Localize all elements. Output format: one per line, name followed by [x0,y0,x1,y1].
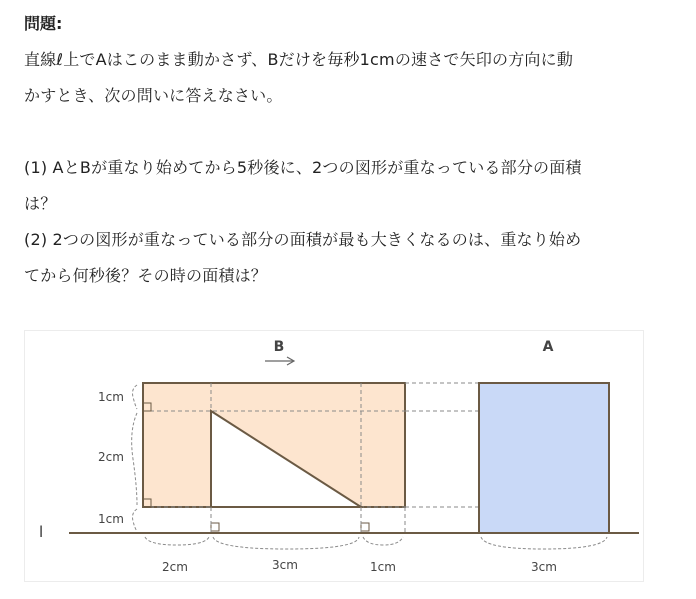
problem-heading: 問題: [24,14,63,33]
spacer [24,114,674,150]
question-1-line-1: (1) AとBが重なり始めてから5秒後に、2つの図形が重なっている部分の面積 [24,158,582,177]
line-label-l: l [39,523,44,541]
bottom-dim-4: 3cm [531,560,557,574]
left-braces [132,385,137,531]
left-dim-1: 1cm [98,390,124,404]
question-2-line-2: てから何秒後？その時の面積は？ [24,266,268,285]
figure-svg [25,331,643,581]
label-b: B [273,339,285,355]
left-dim-2: 2cm [98,450,124,464]
shape-a-rectangle [479,383,609,533]
label-a: A [542,339,554,355]
bottom-dim-2: 3cm [272,558,298,572]
problem-text [24,10,674,294]
geometry-figure [24,330,644,582]
intro-line-1: 直線ℓ上でAはこのまま動かさず、Bだけを毎秒1cmの速さで矢印の方向に動 [24,50,574,69]
bottom-dim-3: 1cm [370,560,396,574]
left-dim-3: 1cm [98,512,124,526]
question-1-line-2: は？ [24,194,57,213]
bottom-dim-1: 2cm [162,560,188,574]
bottom-braces [145,537,607,549]
intro-line-2: かすとき、次の問いに答えなさい。 [24,86,283,105]
question-2-line-1: (2) 2つの図形が重なっている部分の面積が最も大きくなるのは、重なり始め [24,230,582,249]
